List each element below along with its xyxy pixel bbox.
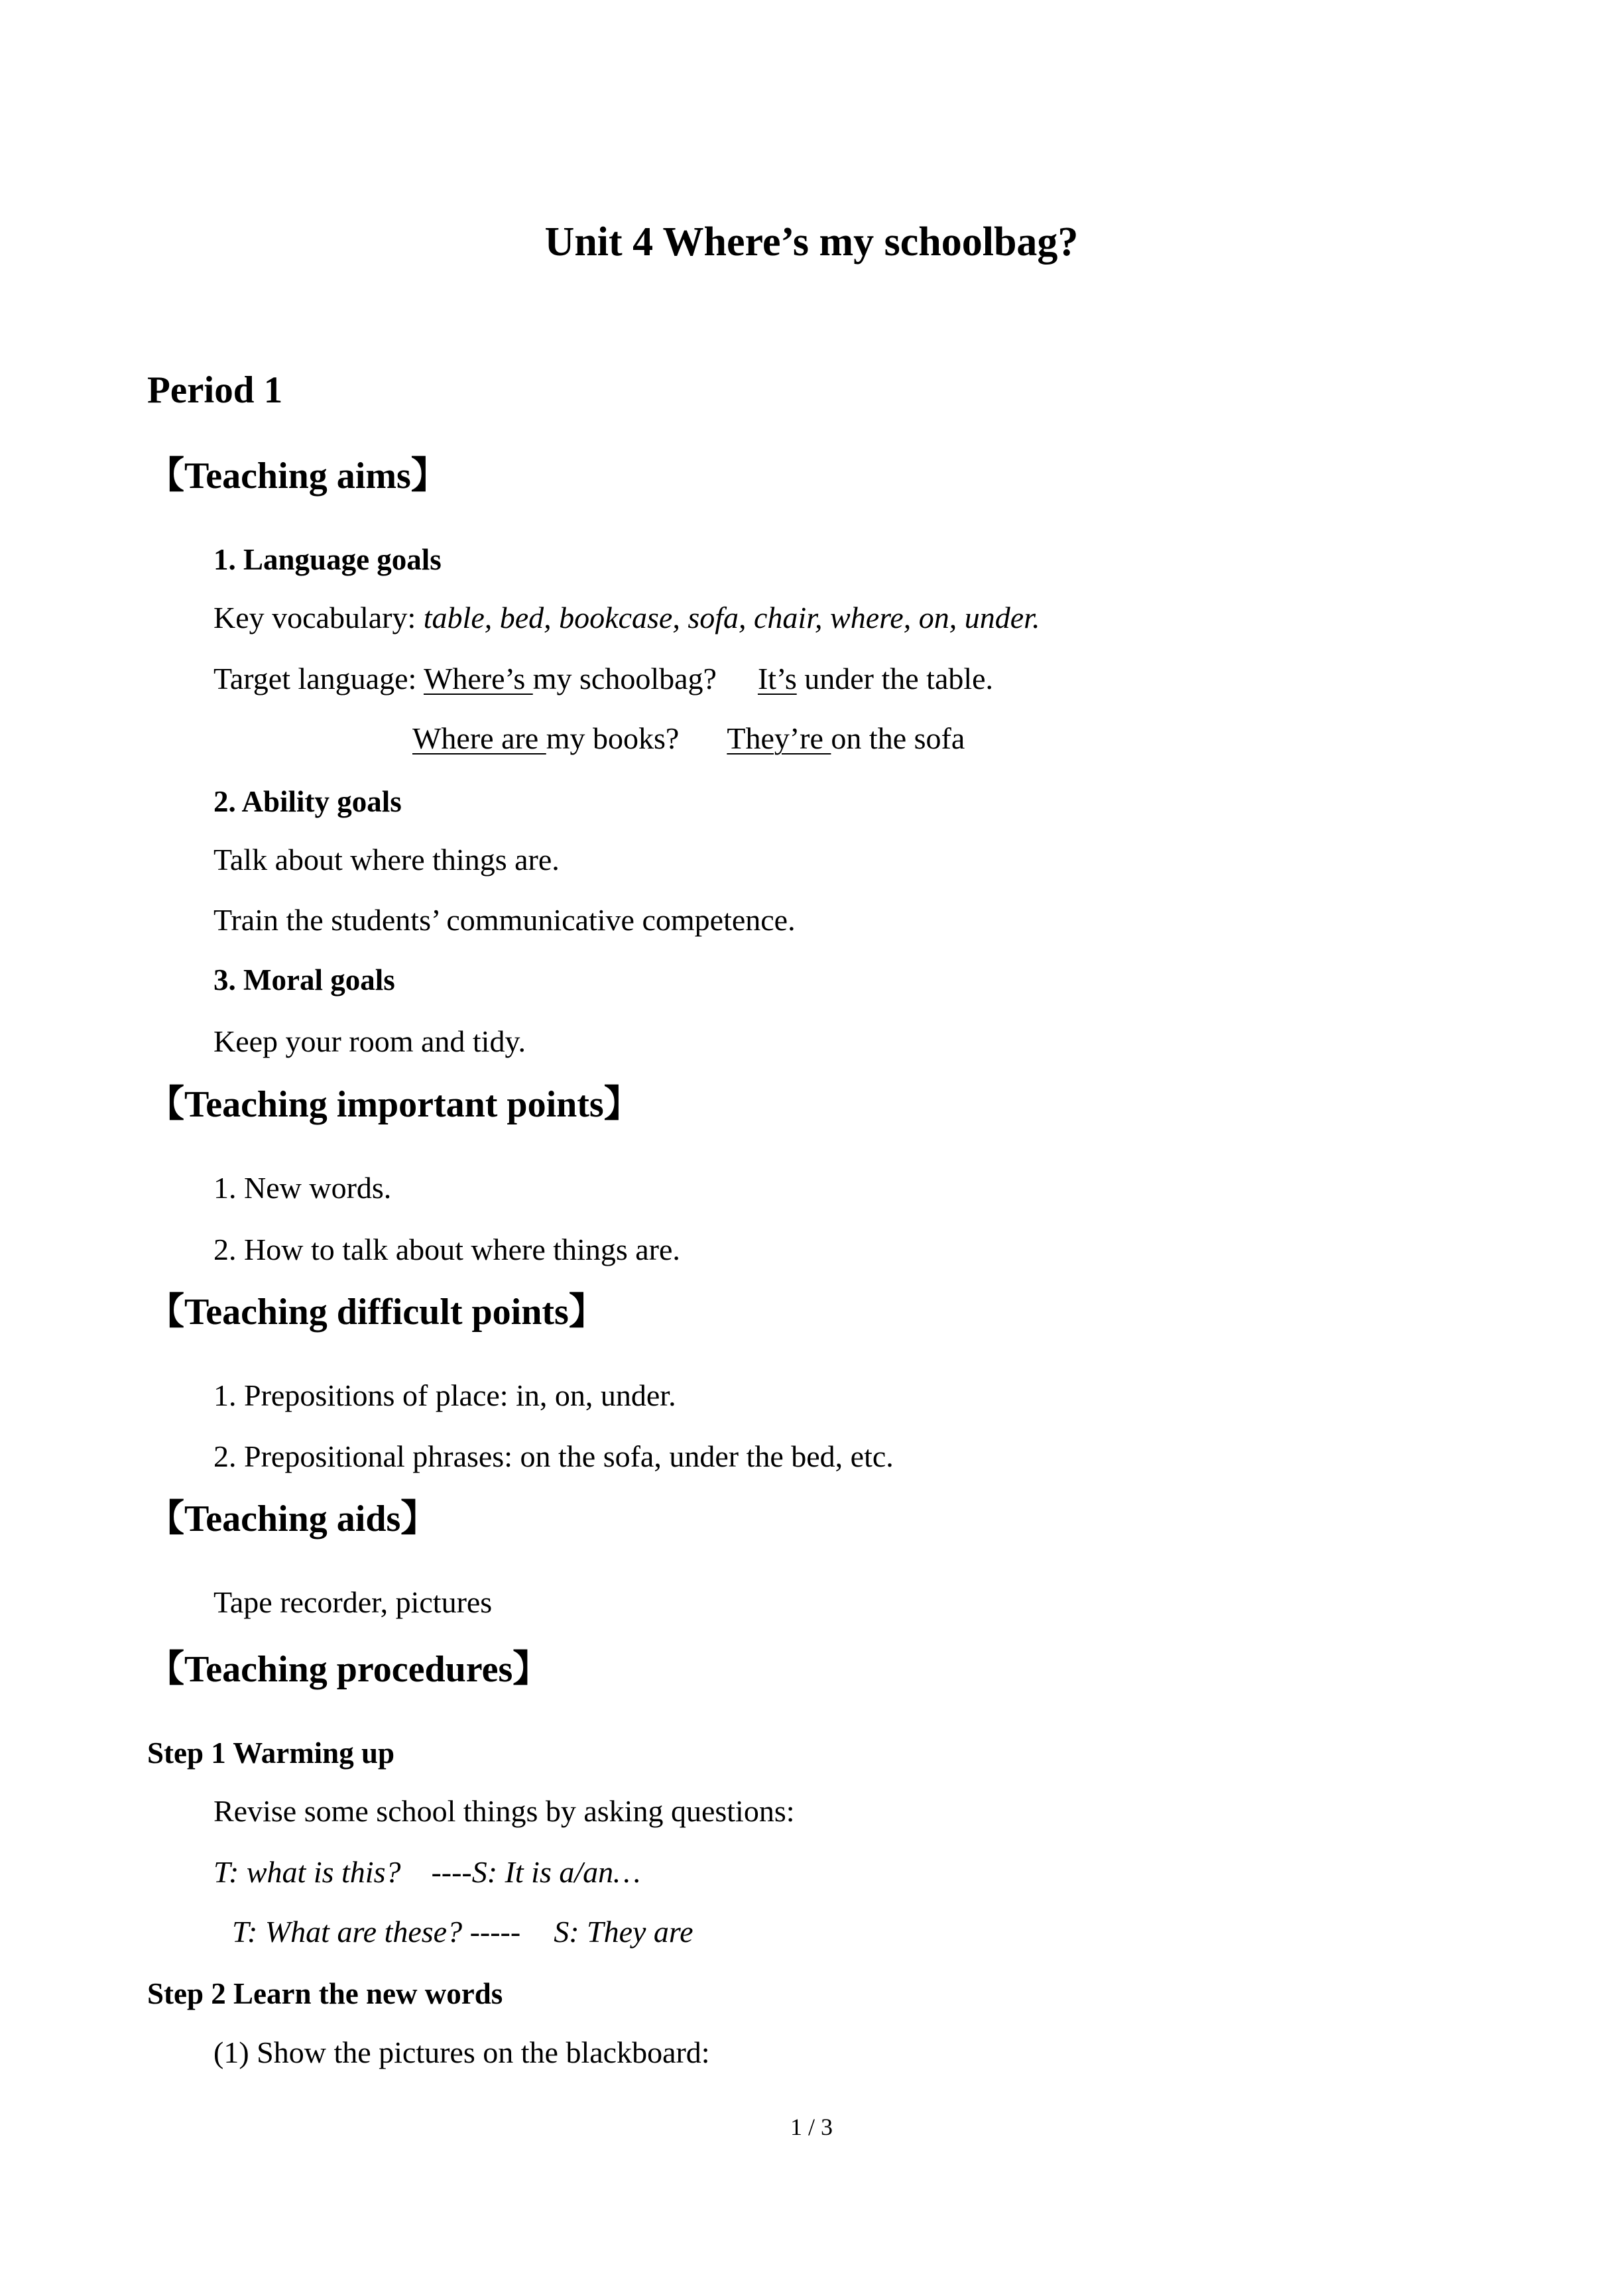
key-vocabulary-words: table, bed, bookcase, sofa, chair, where, on, under. [423, 601, 1040, 634]
teaching-aids-heading: 【Teaching aids】 [147, 1498, 438, 1540]
step-1-dialogue-1 [213, 1857, 640, 1888]
document-title: Unit 4 Where’s my schoolbag? [544, 219, 1079, 265]
dialogue-student: ----S: It is a/an… [431, 1855, 641, 1889]
target-underlined-theyre: They’re [727, 721, 831, 755]
key-vocabulary-line [213, 603, 1040, 633]
difficult-item-1: 1. Prepositions of place: in, on, under. [213, 1378, 676, 1412]
target-language-line-2 [412, 723, 965, 754]
target-text: on the sofa [831, 721, 965, 755]
target-text: my books? [546, 721, 680, 755]
target-underlined-wheres: Where’s [423, 662, 533, 695]
target-text: under the table. [796, 662, 994, 695]
step-1-heading: Step 1 Warming up [147, 1736, 395, 1770]
difficult-item-2: 2. Prepositional phrases: on the sofa, under the bed, etc. [213, 1439, 894, 1473]
ability-line-1: Talk about where things are. [213, 843, 560, 876]
ability-goals-heading: 2. Ability goals [213, 785, 402, 818]
page-number: 1 / 3 [790, 2114, 833, 2140]
ability-line-2: Train the students’ communicative competence. [213, 903, 796, 937]
target-language-line-1 [213, 664, 993, 694]
period-heading: Period 1 [147, 369, 283, 411]
teaching-aids-line: Tape recorder, pictures [213, 1585, 493, 1619]
step-1-dialogue-2 [232, 1917, 693, 1947]
target-underlined-its: It’s [757, 662, 797, 695]
important-item-1: 1. New words. [213, 1171, 392, 1205]
important-item-2: 2. How to talk about where things are. [213, 1233, 680, 1266]
moral-goals-heading: 3. Moral goals [213, 963, 395, 997]
step-1-line-1: Revise some school things by asking questions: [213, 1794, 795, 1828]
teaching-aims-heading: 【Teaching aims】 [147, 455, 448, 497]
moral-line-1: Keep your room and tidy. [213, 1024, 526, 1058]
difficult-points-heading: 【Teaching difficult points】 [147, 1292, 606, 1333]
target-underlined-where-are: Where are [412, 721, 546, 755]
key-vocabulary-label: Key vocabulary: [213, 601, 424, 634]
target-language-label: Target language: [213, 662, 424, 695]
step-2-line-1: (1) Show the pictures on the blackboard: [213, 2035, 710, 2069]
target-text: my schoolbag? [532, 662, 717, 695]
teaching-procedures-heading: 【Teaching procedures】 [147, 1649, 550, 1690]
step-2-heading: Step 2 Learn the new words [147, 1977, 503, 2010]
dialogue-student: S: They are [554, 1915, 693, 1949]
important-points-heading: 【Teaching important points】 [147, 1084, 641, 1125]
dialogue-teacher: T: what is this? [213, 1855, 401, 1889]
language-goals-heading: 1. Language goals [213, 543, 442, 576]
dialogue-teacher: T: What are these? ----- [232, 1915, 521, 1949]
